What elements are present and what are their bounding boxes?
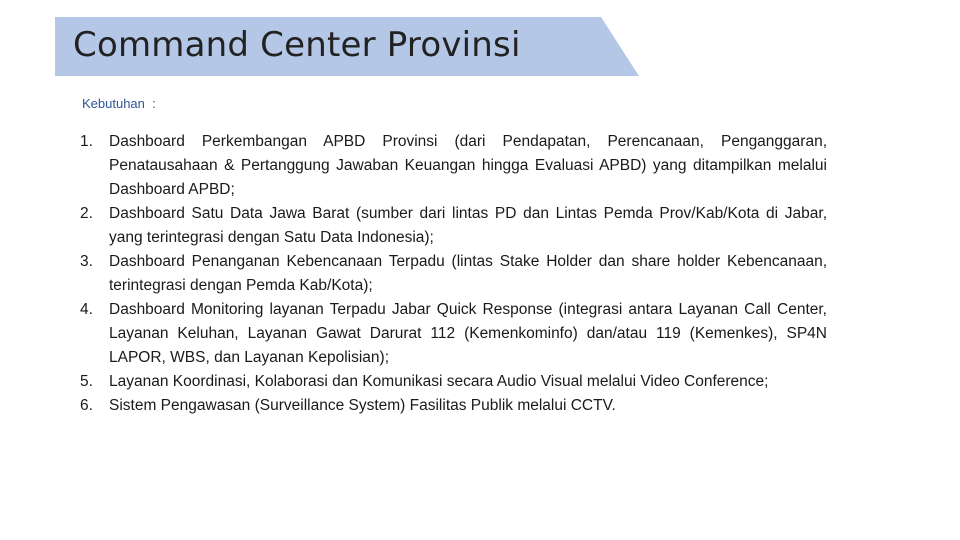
list-item-text: Sistem Pengawasan (Surveillance System) Fasilitas Publik melalui CCTV. [109,397,616,414]
list-item-text: Dashboard Satu Data Jawa Barat (sumber dari lintas PD dan Lintas Pemda Prov/Kab/Kota di Jabar, yang terintegrasi dengan Satu Data Indonesia); [109,205,827,246]
list-item-text: Dashboard Perkembangan APBD Provinsi (dari Pendapatan, Perencanaan, Penganggaran, Penatausahaan & Pertanggung Jawaban Keuangan hingga Evaluasi APBD) yang ditampilkan melalui Dashboard APBD; [109,133,827,198]
page-title: Command Center Provinsi [73,25,521,65]
list-item-text: Layanan Koordinasi, Kolaborasi dan Komunikasi secara Audio Visual melalui Video Conference; [109,373,769,390]
list-item [80,394,827,418]
list-item-number: 2. [80,205,93,222]
list-item-number: 5. [80,373,93,390]
list-item-number: 1. [80,133,93,150]
list-item-number: 3. [80,253,93,270]
list-item [80,130,827,202]
list-item [80,370,827,394]
needs-list [80,130,827,418]
list-item [80,298,827,370]
list-item-text: Dashboard Monitoring layanan Terpadu Jabar Quick Response (integrasi antara Layanan Call Center, Layanan Keluhan, Layanan Gawat Darurat 112 (Kemenkominfo) dan/atau 119 (Kemenkes), SP4N LAPOR, WBS, dan Layanan Kepolisian); [109,301,827,366]
list-item [80,250,827,298]
list-item-text: Dashboard Penanganan Kebencanaan Terpadu (lintas Stake Holder dan share holder Kebencanaan, terintegrasi dengan Pemda Kab/Kota); [109,253,827,294]
list-item [80,202,827,250]
list-item-number: 6. [80,397,93,414]
list-item-number: 4. [80,301,93,318]
section-subheading: Kebutuhan : [82,96,156,111]
